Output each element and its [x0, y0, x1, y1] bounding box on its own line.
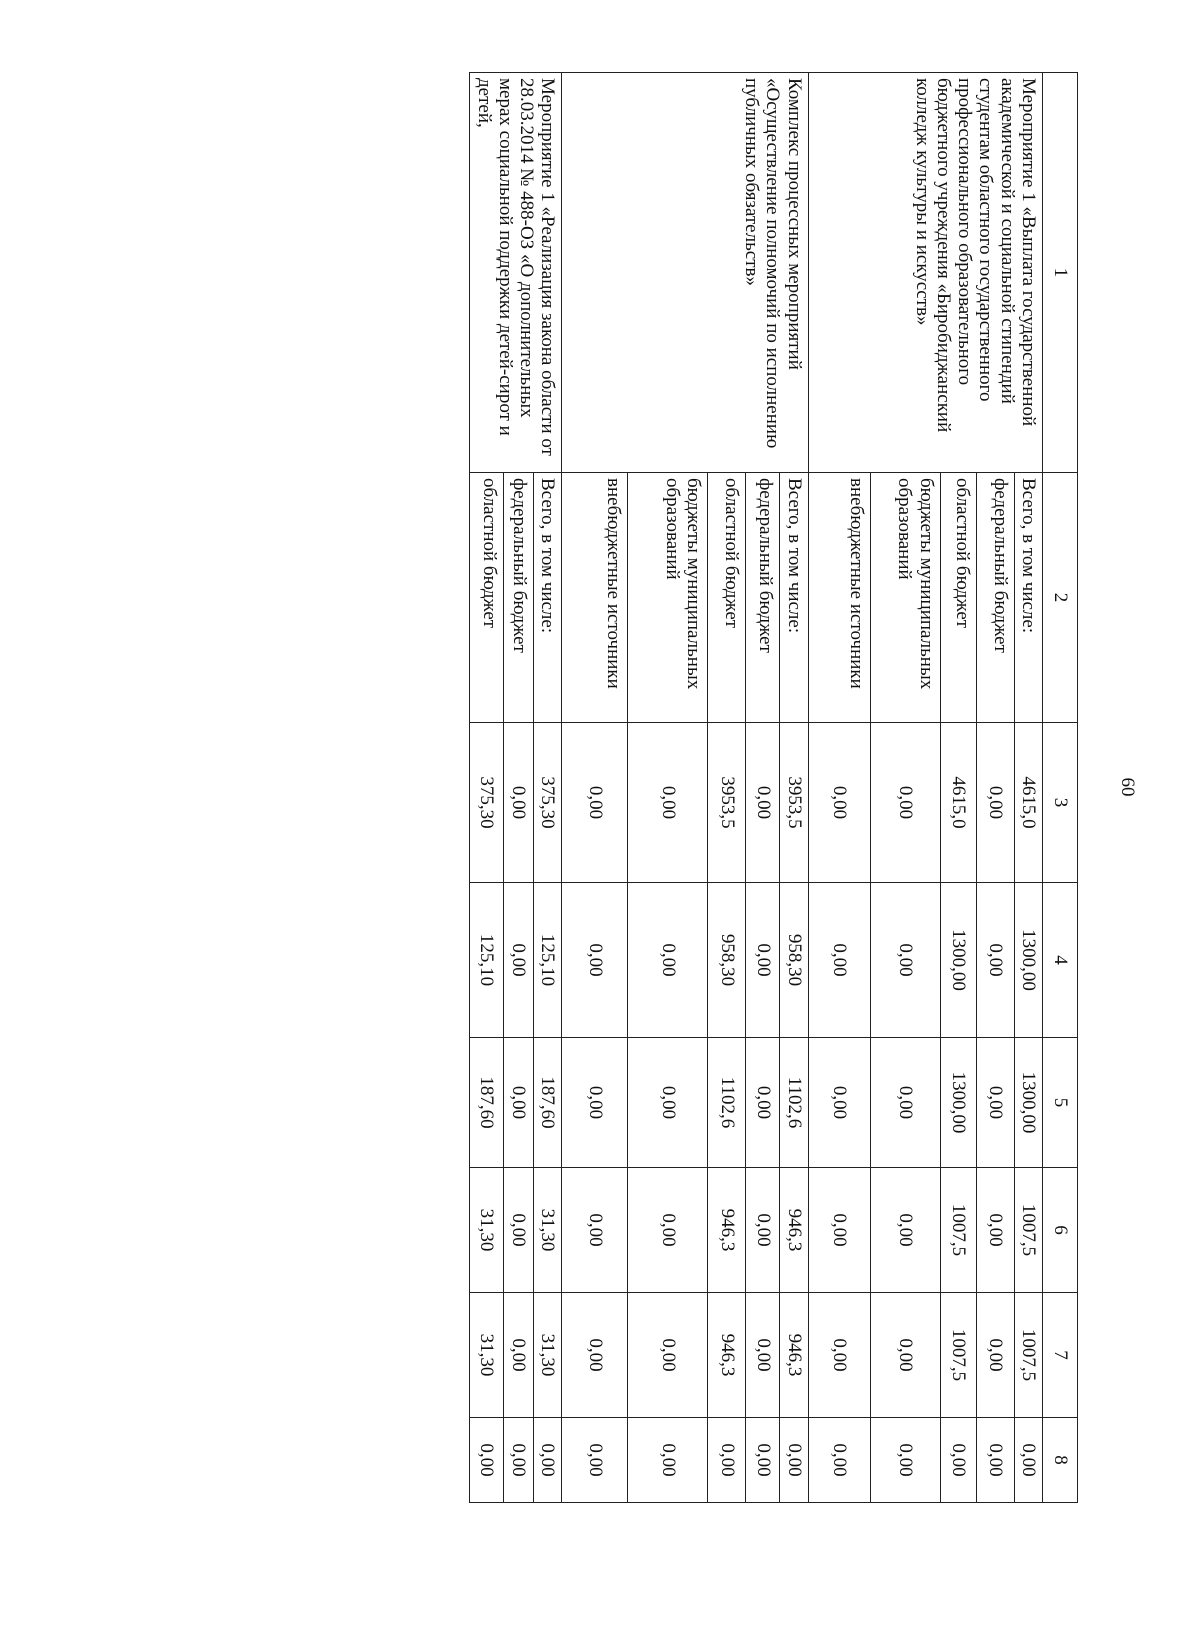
value-cell: 375,30 [534, 723, 562, 883]
value-cell: 0,00 [562, 1293, 628, 1418]
value-cell: 31,30 [534, 1293, 562, 1418]
value-cell: 0,00 [628, 883, 708, 1038]
value-cell: 0,00 [808, 883, 870, 1038]
value-cell: 0,00 [628, 1418, 708, 1503]
value-cell: 0,00 [808, 1168, 870, 1293]
value-cell: 0,00 [746, 883, 780, 1038]
value-cell: 958,30 [780, 883, 808, 1038]
value-cell: 0,00 [976, 1293, 1014, 1418]
value-cell: 0,00 [628, 1038, 708, 1168]
table-row [534, 73, 562, 1503]
funding-source: бюджеты муниципальных образований [628, 473, 708, 723]
funding-source: областной бюджет [470, 473, 504, 723]
value-cell: 187,60 [470, 1038, 504, 1168]
value-cell: 187,60 [534, 1038, 562, 1168]
value-cell: 0,00 [504, 1038, 534, 1168]
value-cell: 0,00 [562, 723, 628, 883]
value-cell: 4615,0 [1014, 723, 1042, 883]
value-cell: 0,00 [976, 1418, 1014, 1503]
funding-source: федеральный бюджет [746, 473, 780, 723]
funding-source: внебюджетные источники [562, 473, 628, 723]
value-cell: 0,00 [976, 1168, 1014, 1293]
page-number: 60 [1117, 777, 1138, 797]
value-cell: 375,30 [470, 723, 504, 883]
value-cell: 0,00 [976, 723, 1014, 883]
col-header: 4 [1043, 883, 1078, 1038]
section-title: Мероприятие 1 «Реализация закона области от 28.03.2014 № 488-ОЗ «О дополнительных мерах социальной поддержки детей-сирот и детей, [470, 73, 562, 473]
value-cell: 958,30 [708, 883, 746, 1038]
value-cell: 0,00 [628, 723, 708, 883]
value-cell: 3953,5 [708, 723, 746, 883]
value-cell: 1102,6 [708, 1038, 746, 1168]
header-row [1043, 73, 1078, 1503]
value-cell: 0,00 [808, 1038, 870, 1168]
value-cell: 0,00 [562, 883, 628, 1038]
value-cell: 125,10 [470, 883, 504, 1038]
funding-source: областной бюджет [708, 473, 746, 723]
col-header: 2 [1043, 473, 1078, 723]
value-cell: 1007,5 [1014, 1168, 1042, 1293]
value-cell: 0,00 [708, 1418, 746, 1503]
funding-source: федеральный бюджет [976, 473, 1014, 723]
funding-source: внебюджетные источники [808, 473, 870, 723]
value-cell: 0,00 [562, 1168, 628, 1293]
col-header: 6 [1043, 1168, 1078, 1293]
budget-table [469, 72, 1078, 1503]
funding-source: федеральный бюджет [504, 473, 534, 723]
value-cell: 0,00 [808, 723, 870, 883]
funding-source: Всего, в том числе: [780, 473, 808, 723]
value-cell: 0,00 [870, 1293, 940, 1418]
col-header: 8 [1043, 1418, 1078, 1503]
value-cell: 1300,00 [1014, 883, 1042, 1038]
value-cell: 0,00 [1014, 1418, 1042, 1503]
value-cell: 946,3 [708, 1293, 746, 1418]
value-cell: 0,00 [746, 1293, 780, 1418]
value-cell: 0,00 [504, 883, 534, 1038]
value-cell: 0,00 [940, 1418, 976, 1503]
value-cell: 1007,5 [1014, 1293, 1042, 1418]
value-cell: 0,00 [870, 1418, 940, 1503]
value-cell: 0,00 [504, 1418, 534, 1503]
value-cell: 0,00 [470, 1418, 504, 1503]
col-header: 7 [1043, 1293, 1078, 1418]
funding-source: бюджеты муниципальных образований [870, 473, 940, 723]
funding-source: Всего, в том числе: [534, 473, 562, 723]
value-cell: 0,00 [976, 1038, 1014, 1168]
col-header: 5 [1043, 1038, 1078, 1168]
value-cell: 1300,00 [940, 1038, 976, 1168]
rotated-page [98, 72, 1138, 1502]
value-cell: 0,00 [746, 1038, 780, 1168]
value-cell: 3953,5 [780, 723, 808, 883]
value-cell: 0,00 [746, 723, 780, 883]
value-cell: 0,00 [870, 883, 940, 1038]
value-cell: 0,00 [746, 1168, 780, 1293]
value-cell: 0,00 [628, 1293, 708, 1418]
value-cell: 0,00 [870, 1168, 940, 1293]
value-cell: 0,00 [504, 1168, 534, 1293]
value-cell: 946,3 [780, 1293, 808, 1418]
table-row [780, 73, 808, 1503]
value-cell: 0,00 [562, 1038, 628, 1168]
value-cell: 1300,00 [1014, 1038, 1042, 1168]
value-cell: 0,00 [746, 1418, 780, 1503]
value-cell: 31,30 [470, 1168, 504, 1293]
value-cell: 0,00 [808, 1418, 870, 1503]
value-cell: 946,3 [780, 1168, 808, 1293]
funding-source: областной бюджет [940, 473, 976, 723]
funding-source: Всего, в том числе: [1014, 473, 1042, 723]
section-title: Комплекс процессных мероприятий «Осуществление полномочий по исполнению публичных обязательств» [562, 73, 808, 473]
table-row [1014, 73, 1042, 1503]
value-cell: 0,00 [504, 1293, 534, 1418]
value-cell: 1007,5 [940, 1293, 976, 1418]
value-cell: 1300,00 [940, 883, 976, 1038]
value-cell: 4615,0 [940, 723, 976, 883]
value-cell: 0,00 [534, 1418, 562, 1503]
value-cell: 31,30 [470, 1293, 504, 1418]
col-header: 1 [1043, 73, 1078, 473]
value-cell: 0,00 [976, 883, 1014, 1038]
value-cell: 0,00 [780, 1418, 808, 1503]
value-cell: 0,00 [870, 1038, 940, 1168]
value-cell: 31,30 [534, 1168, 562, 1293]
section-title: Мероприятие 1 «Выплата государственной академической и социальной стипендий студентам областного государственного профессионального образовательного бюджетного учреждения «Биробиджанский колледж культуры и искусств» [808, 73, 1042, 473]
value-cell: 1007,5 [940, 1168, 976, 1293]
value-cell: 946,3 [708, 1168, 746, 1293]
value-cell: 0,00 [504, 723, 534, 883]
col-header: 3 [1043, 723, 1078, 883]
value-cell: 0,00 [870, 723, 940, 883]
value-cell: 0,00 [562, 1418, 628, 1503]
value-cell: 0,00 [808, 1293, 870, 1418]
value-cell: 1102,6 [780, 1038, 808, 1168]
value-cell: 0,00 [628, 1168, 708, 1293]
value-cell: 125,10 [534, 883, 562, 1038]
